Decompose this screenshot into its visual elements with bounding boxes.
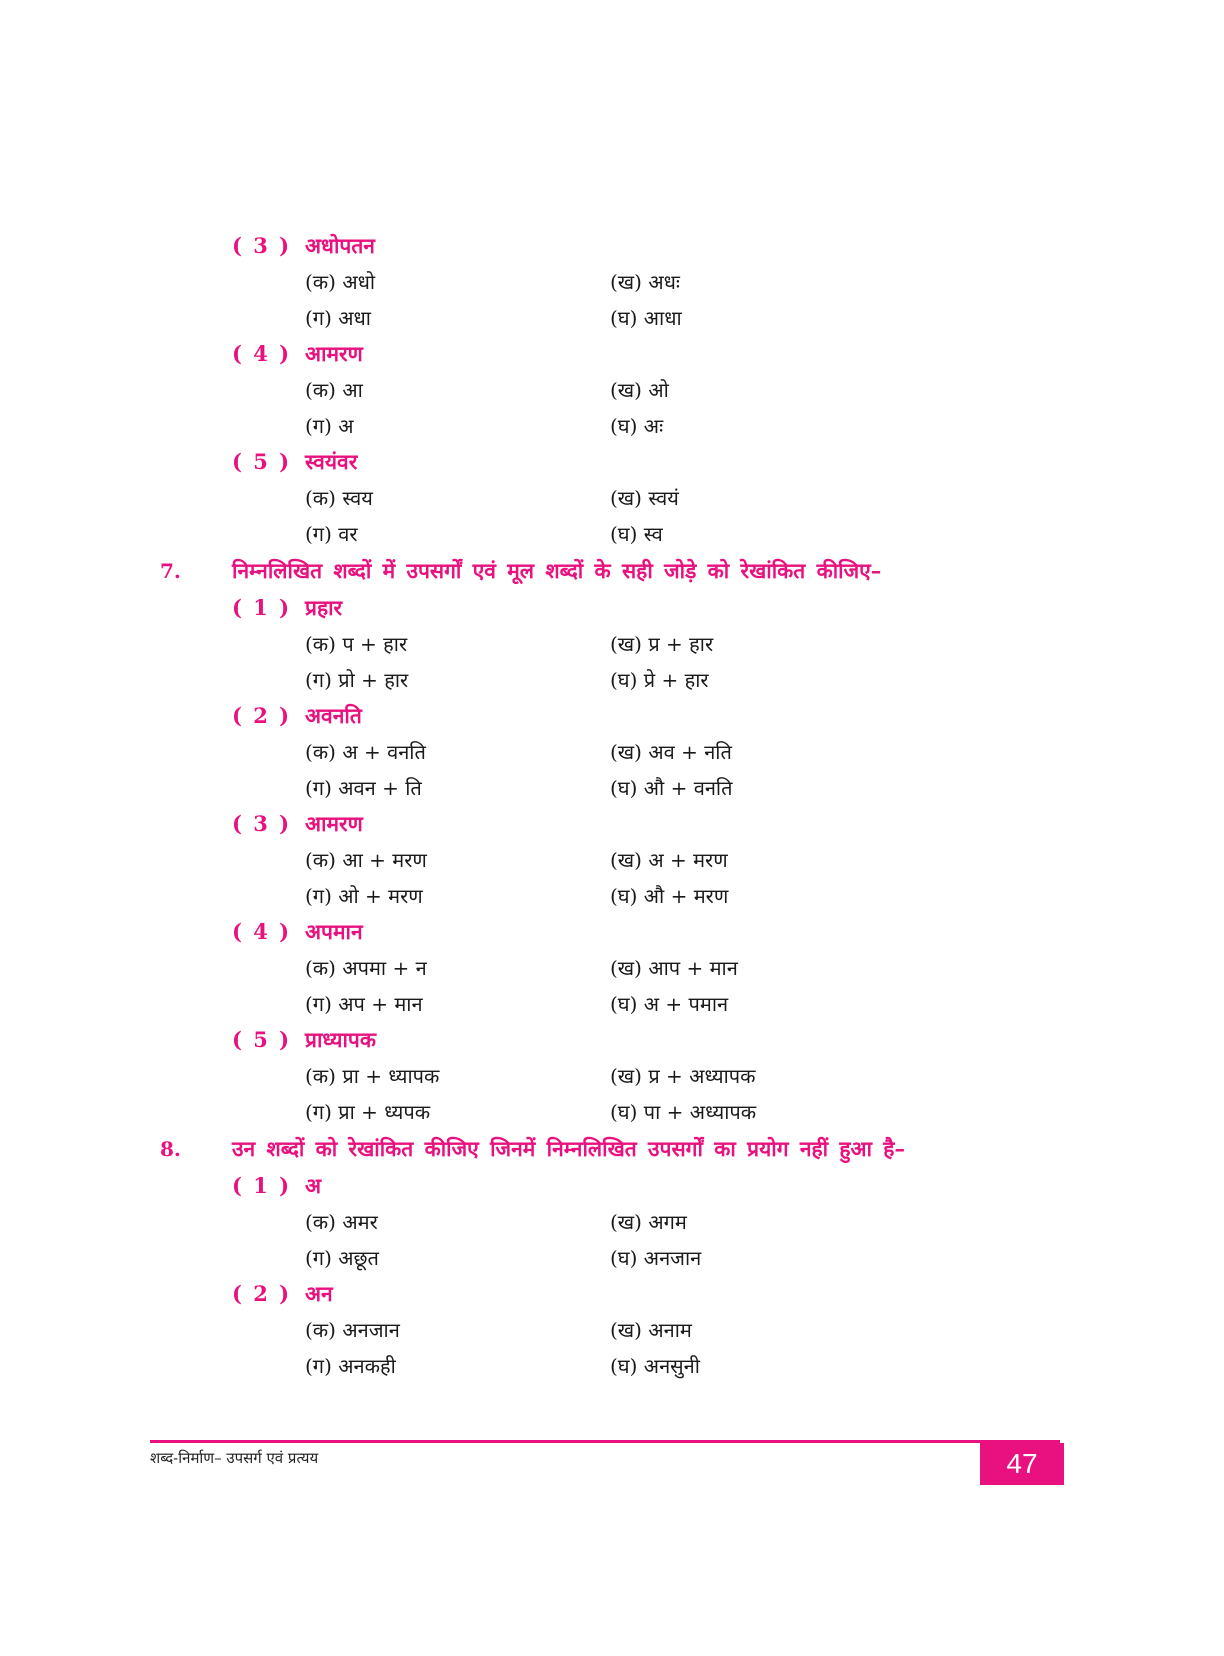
option: (ख) प्र + हार (610, 632, 714, 656)
option: (घ) औ + मरण (610, 884, 729, 908)
sub-question-number: ( 3 ) (232, 233, 292, 258)
question-text: उन शब्दों को रेखांकित कीजिए जिनमें निम्नलिखित उपसर्गों का प्रयोग नहीं हुआ है– (232, 1136, 905, 1161)
option: (घ) अनजान (610, 1246, 702, 1270)
option: (घ) अनसुनी (610, 1354, 700, 1378)
footer-chapter-title: शब्द-निर्माण– उपसर्ग एवं प्रत्यय (150, 1449, 319, 1467)
option: (ग) वर (305, 522, 358, 546)
question-8-heading (160, 1130, 1120, 1168)
sub-question-word: अवनति (305, 703, 362, 728)
option-row (160, 1058, 1120, 1094)
item-group (160, 698, 1120, 806)
sub-question-number: ( 4 ) (232, 919, 292, 944)
option-row (160, 264, 1120, 300)
option: (घ) अः (610, 414, 664, 438)
sub-question-number: ( 2 ) (232, 703, 292, 728)
option: (क) स्वय (305, 486, 373, 510)
sub-question-word: अपमान (305, 919, 363, 944)
option-row (160, 300, 1120, 336)
option-row (160, 986, 1120, 1022)
option: (घ) आधा (610, 306, 682, 330)
option: (ग) ओ + मरण (305, 884, 423, 908)
sub-question-header (160, 590, 1120, 626)
sub-question-word: अ (305, 1173, 322, 1198)
option: (क) अनजान (305, 1318, 400, 1342)
sub-question-header (160, 1168, 1120, 1204)
sub-question-word: आमरण (305, 811, 363, 836)
item-group (160, 806, 1120, 914)
option-row (160, 1240, 1120, 1276)
sub-question-word: अधोपतन (305, 233, 375, 258)
option: (ख) ओ (610, 378, 669, 402)
sub-question-word: आमरण (305, 341, 363, 366)
option: (क) आ + मरण (305, 848, 427, 872)
option: (ख) अ + मरण (610, 848, 728, 872)
sub-question-word: प्राध्यापक (305, 1027, 376, 1052)
option: (क) प्रा + ध्यापक (305, 1064, 440, 1088)
option: (घ) स्व (610, 522, 663, 546)
option-row (160, 1348, 1120, 1384)
option: (ग) प्रो + हार (305, 668, 409, 692)
sub-question-word: अन (305, 1281, 333, 1306)
option: (ख) अधः (610, 270, 680, 294)
option-row (160, 770, 1120, 806)
option-row (160, 516, 1120, 552)
sub-question-header (160, 1022, 1120, 1058)
option: (ख) स्वयं (610, 486, 679, 510)
question-7-heading (160, 552, 1120, 590)
sub-question-header (160, 914, 1120, 950)
sub-question-header (160, 228, 1120, 264)
sub-question-header (160, 1276, 1120, 1312)
sub-question-number: ( 5 ) (232, 449, 292, 474)
option: (घ) औ + वनति (610, 776, 733, 800)
option: (ख) अव + नति (610, 740, 732, 764)
option: (ख) अनाम (610, 1318, 692, 1342)
item-group (160, 444, 1120, 552)
option-row (160, 1204, 1120, 1240)
option-row (160, 950, 1120, 986)
sub-question-number: ( 2 ) (232, 1281, 292, 1306)
option-row (160, 1312, 1120, 1348)
item-group (160, 336, 1120, 444)
option: (ख) अगम (610, 1210, 687, 1234)
question-number: 8. (160, 1137, 181, 1161)
option: (घ) अ + पमान (610, 992, 729, 1016)
sub-question-number: ( 1 ) (232, 595, 292, 620)
sub-question-word: प्रहार (305, 595, 343, 620)
sub-question-header (160, 444, 1120, 480)
option: (ख) आप + मान (610, 956, 738, 980)
option: (घ) पा + अध्यापक (610, 1100, 757, 1124)
option: (ग) अधा (305, 306, 371, 330)
option-row (160, 1094, 1120, 1130)
sub-question-number: ( 5 ) (232, 1027, 292, 1052)
sub-question-word: स्वयंवर (305, 449, 358, 474)
option-row (160, 662, 1120, 698)
option-row (160, 408, 1120, 444)
sub-question-header (160, 336, 1120, 372)
option: (ग) अछूत (305, 1246, 379, 1270)
item-group (160, 1276, 1120, 1384)
option-row (160, 480, 1120, 516)
option-row (160, 878, 1120, 914)
question-text: निम्नलिखित शब्दों में उपसर्गों एवं मूल शब्दों के सही जोड़े को रेखांकित कीजिए– (232, 558, 882, 583)
option: (घ) प्रे + हार (610, 668, 709, 692)
question-number: 7. (160, 559, 181, 583)
option: (क) अ + वनति (305, 740, 426, 764)
option: (ख) प्र + अध्यापक (610, 1064, 756, 1088)
option: (ग) अ (305, 414, 354, 438)
option: (ग) अवन + ति (305, 776, 422, 800)
option-row (160, 734, 1120, 770)
exercise-content (160, 228, 1120, 1384)
option: (क) प + हार (305, 632, 408, 656)
option: (क) अमर (305, 1210, 378, 1234)
sub-question-number: ( 4 ) (232, 341, 292, 366)
item-group (160, 590, 1120, 698)
sub-question-number: ( 1 ) (232, 1173, 292, 1198)
page-number-badge: 47 (980, 1443, 1064, 1485)
option: (क) अपमा + न (305, 956, 427, 980)
item-group (160, 228, 1120, 336)
sub-question-header (160, 806, 1120, 842)
option-row (160, 842, 1120, 878)
sub-question-header (160, 698, 1120, 734)
sub-question-number: ( 3 ) (232, 811, 292, 836)
option-row (160, 626, 1120, 662)
footer-divider (150, 1440, 1060, 1443)
option: (ग) अप + मान (305, 992, 423, 1016)
item-group (160, 1168, 1120, 1276)
option: (क) आ (305, 378, 363, 402)
option-row (160, 372, 1120, 408)
item-group (160, 914, 1120, 1022)
option: (ग) अनकही (305, 1354, 396, 1378)
option: (ग) प्रा + ध्यपक (305, 1100, 431, 1124)
option: (क) अधो (305, 270, 376, 294)
item-group (160, 1022, 1120, 1130)
